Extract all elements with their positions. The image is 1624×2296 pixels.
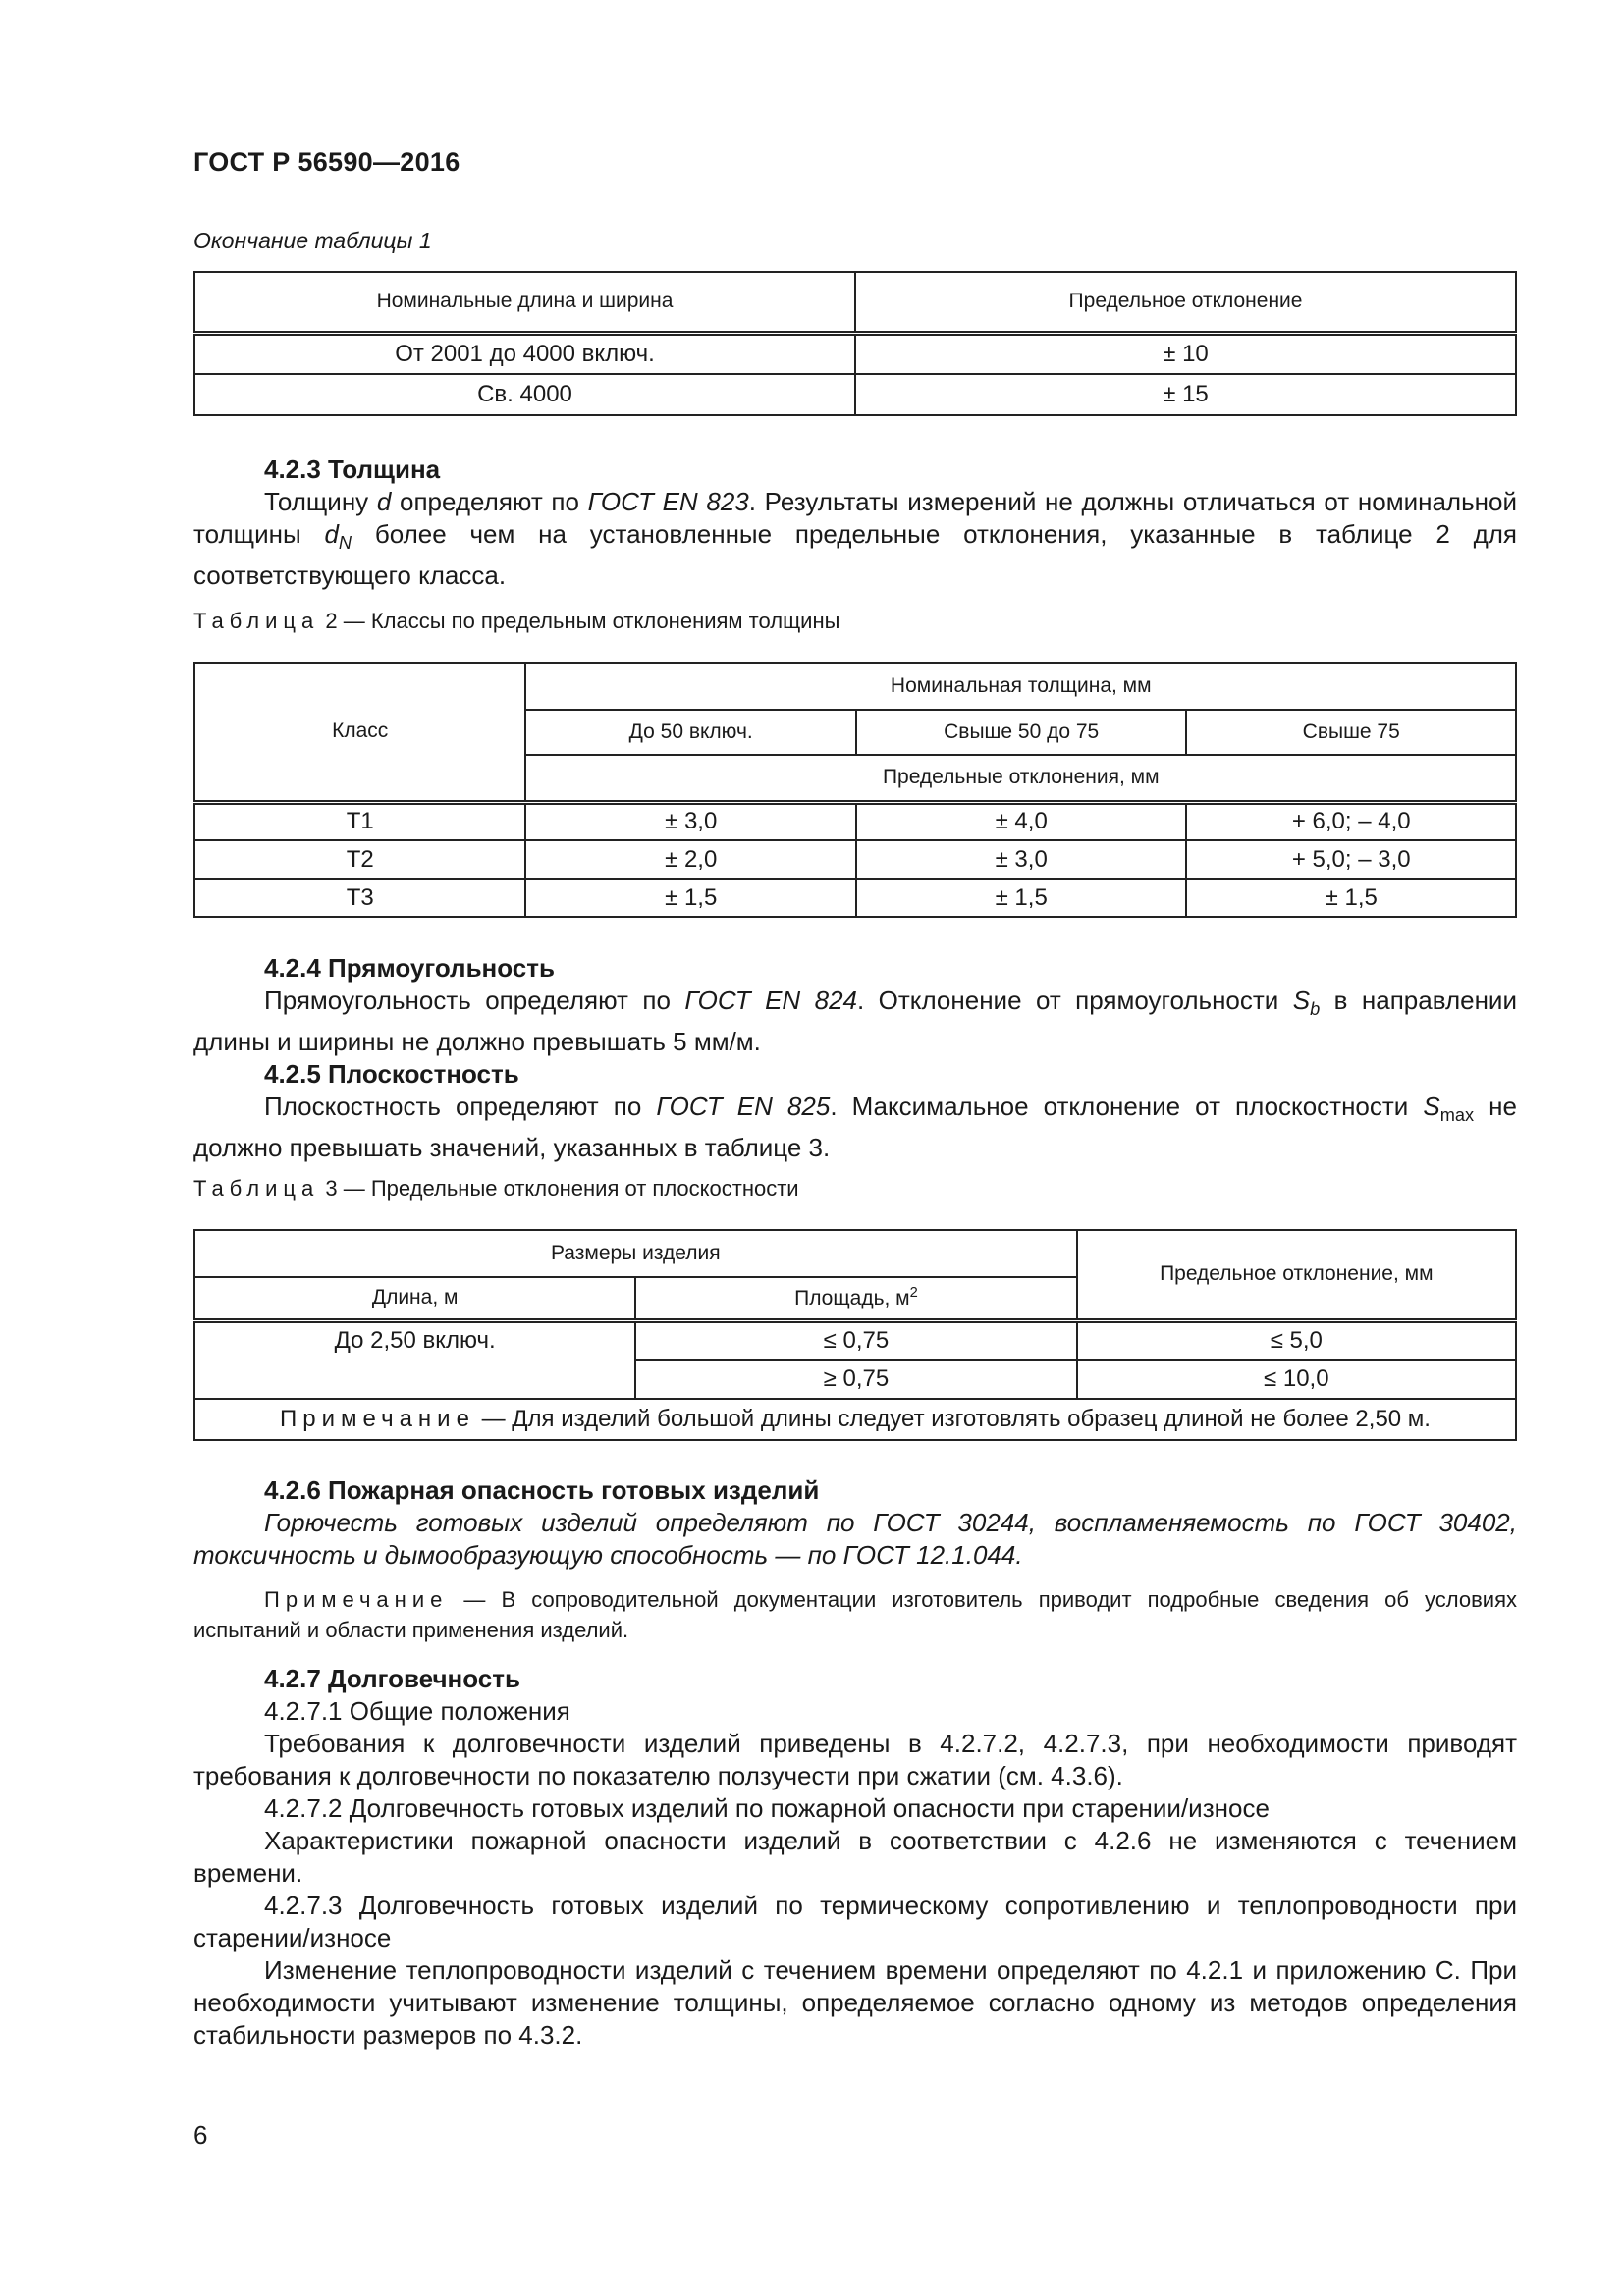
table3-caption: Таблица 3 — Предельные отклонения от плоскостности: [193, 1176, 799, 1201]
table1-end: [193, 271, 1517, 416]
table-cell: ≥ 0,75: [635, 1360, 1076, 1399]
table-row: [194, 879, 1516, 917]
table1-header-row: [194, 272, 1516, 333]
table3-header-row: [194, 1230, 1516, 1277]
table3-length-cell: До 2,50 включ.: [194, 1320, 635, 1399]
table-cell: От 2001 до 4000 включ.: [194, 333, 855, 374]
table1-header-size: Номинальные длина и ширина: [194, 272, 855, 333]
standard-reference: ГОСТ EN 825: [656, 1092, 831, 1122]
table-row: [194, 802, 1516, 840]
section-heading: 4.2.6 Пожарная опасность готовых изделий: [264, 1475, 820, 1505]
table-cell: ± 10: [855, 333, 1516, 374]
table-cell: ≤ 0,75: [635, 1320, 1076, 1360]
table2-header-deviation: Предельные отклонения, мм: [525, 755, 1516, 802]
table-row: [194, 1320, 1516, 1360]
paragraph: Характеристики пожарной опасности изделий в соответствии с 4.2.6 не изменяются с течением времени.: [193, 1826, 1517, 1888]
section-4-2-3: [193, 454, 1517, 592]
table3-note-row: [194, 1399, 1516, 1440]
table-cell: T2: [194, 840, 525, 879]
table-cell: ≤ 10,0: [1077, 1360, 1516, 1399]
table2-header-col: До 50 включ.: [525, 710, 855, 755]
page-number: 6: [193, 2120, 208, 2150]
table1-continuation-caption: Окончание таблицы 1: [193, 228, 432, 253]
section-heading: 4.2.7 Долговечность: [264, 1664, 520, 1693]
subsection-heading: 4.2.7.3 Долговечность готовых изделий по термическому сопротивлению и теплопроводности при старении/износе: [193, 1891, 1517, 1952]
table-cell: Св. 4000: [194, 374, 855, 415]
table3-header-sizes: Размеры изделия: [194, 1230, 1077, 1277]
section-4-2-6-note: [193, 1584, 1517, 1645]
table-cell: + 6,0; – 4,0: [1186, 802, 1516, 840]
table-row: [194, 333, 1516, 374]
table2-header-col: Свыше 75: [1186, 710, 1516, 755]
table2: [193, 662, 1517, 918]
table-row: [194, 374, 1516, 415]
section-4-2-6: [193, 1474, 1517, 1572]
subsection-heading: 4.2.7.2 Долговечность готовых изделий по пожарной опасности при старении/износе: [264, 1793, 1270, 1823]
table1-header-deviation: Предельное отклонение: [855, 272, 1516, 333]
section-heading: 4.2.3 Толщина: [264, 454, 441, 484]
paragraph: Изменение теплопроводности изделий с течением времени определяют по 4.2.1 и приложению С. При необходимости учитывают изменение толщины, определяемое согласно одному из методов определения стабильности размеров по 4.3.2.: [193, 1955, 1517, 2050]
table3-note: Примечание — Для изделий большой длины следует изготовлять образец длиной не более 2,50 м.: [194, 1399, 1516, 1440]
table-cell: ± 1,5: [525, 879, 855, 917]
document-code: ГОСТ Р 56590—2016: [193, 147, 460, 177]
section-heading: 4.2.5 Плоскостность: [264, 1059, 519, 1090]
table2-header-class: Класс: [194, 663, 525, 802]
standard-reference: ГОСТ EN 824: [684, 986, 857, 1015]
table-cell: ± 1,5: [1186, 879, 1516, 917]
section-heading: 4.2.4 Прямоугольность: [264, 953, 555, 983]
table-cell: T3: [194, 879, 525, 917]
table3-header-deviation: Предельное отклонение, мм: [1077, 1230, 1516, 1320]
note: Примечание — В сопроводительной документации изготовитель приводит подробные сведения об условиях испытаний и области применения изделий.: [193, 1587, 1517, 1642]
paragraph: Прямоугольность определяют по ГОСТ EN 824. Отклонение от прямоугольности $S_b$ в направлении длины и ширины не должно превышать 5 мм/м.: [193, 986, 1517, 1057]
table2-header-col: Свыше 50 до 75: [856, 710, 1187, 755]
table-row: [194, 840, 1516, 879]
table3-header-area: Площадь, $м^2$: [635, 1277, 1076, 1320]
table2-header-row: [194, 663, 1516, 710]
table-cell: ± 15: [855, 374, 1516, 415]
table2-caption: Таблица 2 — Классы по предельным отклонениям толщины: [193, 609, 840, 633]
table-cell: ± 2,0: [525, 840, 855, 879]
paragraph: Толщину d определяют по ГОСТ EN 823. Результаты измерений не должны отличаться от номинальной толщины $d_N$ более чем на установленные предельные отклонения, указанные в таблице 2 для соответствующего класса.: [193, 487, 1517, 591]
paragraph: Плоскостность определяют по ГОСТ EN 825. Максимальное отклонение от плоскостности $S_{max}$ не должно превышать значений, указанных в таблице 3.: [193, 1092, 1517, 1163]
table2-header-nominal: Номинальная толщина, мм: [525, 663, 1516, 710]
section-4-2-7: [193, 1663, 1517, 2052]
subsection-heading: 4.2.7.1 Общие положения: [264, 1696, 570, 1726]
section-4-2-4: [193, 952, 1517, 1164]
table-cell: ± 4,0: [856, 802, 1187, 840]
standard-reference: ГОСТ EN 823: [587, 487, 749, 516]
table-cell: ± 3,0: [525, 802, 855, 840]
table-cell: ≤ 5,0: [1077, 1320, 1516, 1360]
table-cell: ± 3,0: [856, 840, 1187, 879]
table3: [193, 1229, 1517, 1441]
paragraph: Горючесть готовых изделий определяют по ГОСТ 30244, воспламеняемость по ГОСТ 30402, токсичность и дымообразующую способность — по ГОСТ 12.1.044.: [193, 1508, 1517, 1570]
table3-header-length: Длина, м: [194, 1277, 635, 1320]
paragraph: Требования к долговечности изделий приведены в 4.2.7.2, 4.2.7.3, при необходимости приводят требования к долговечности по показателю ползучести при сжатии (см. 4.3.6).: [193, 1729, 1517, 1790]
table-cell: ± 1,5: [856, 879, 1187, 917]
table-cell: T1: [194, 802, 525, 840]
table-cell: + 5,0; – 3,0: [1186, 840, 1516, 879]
